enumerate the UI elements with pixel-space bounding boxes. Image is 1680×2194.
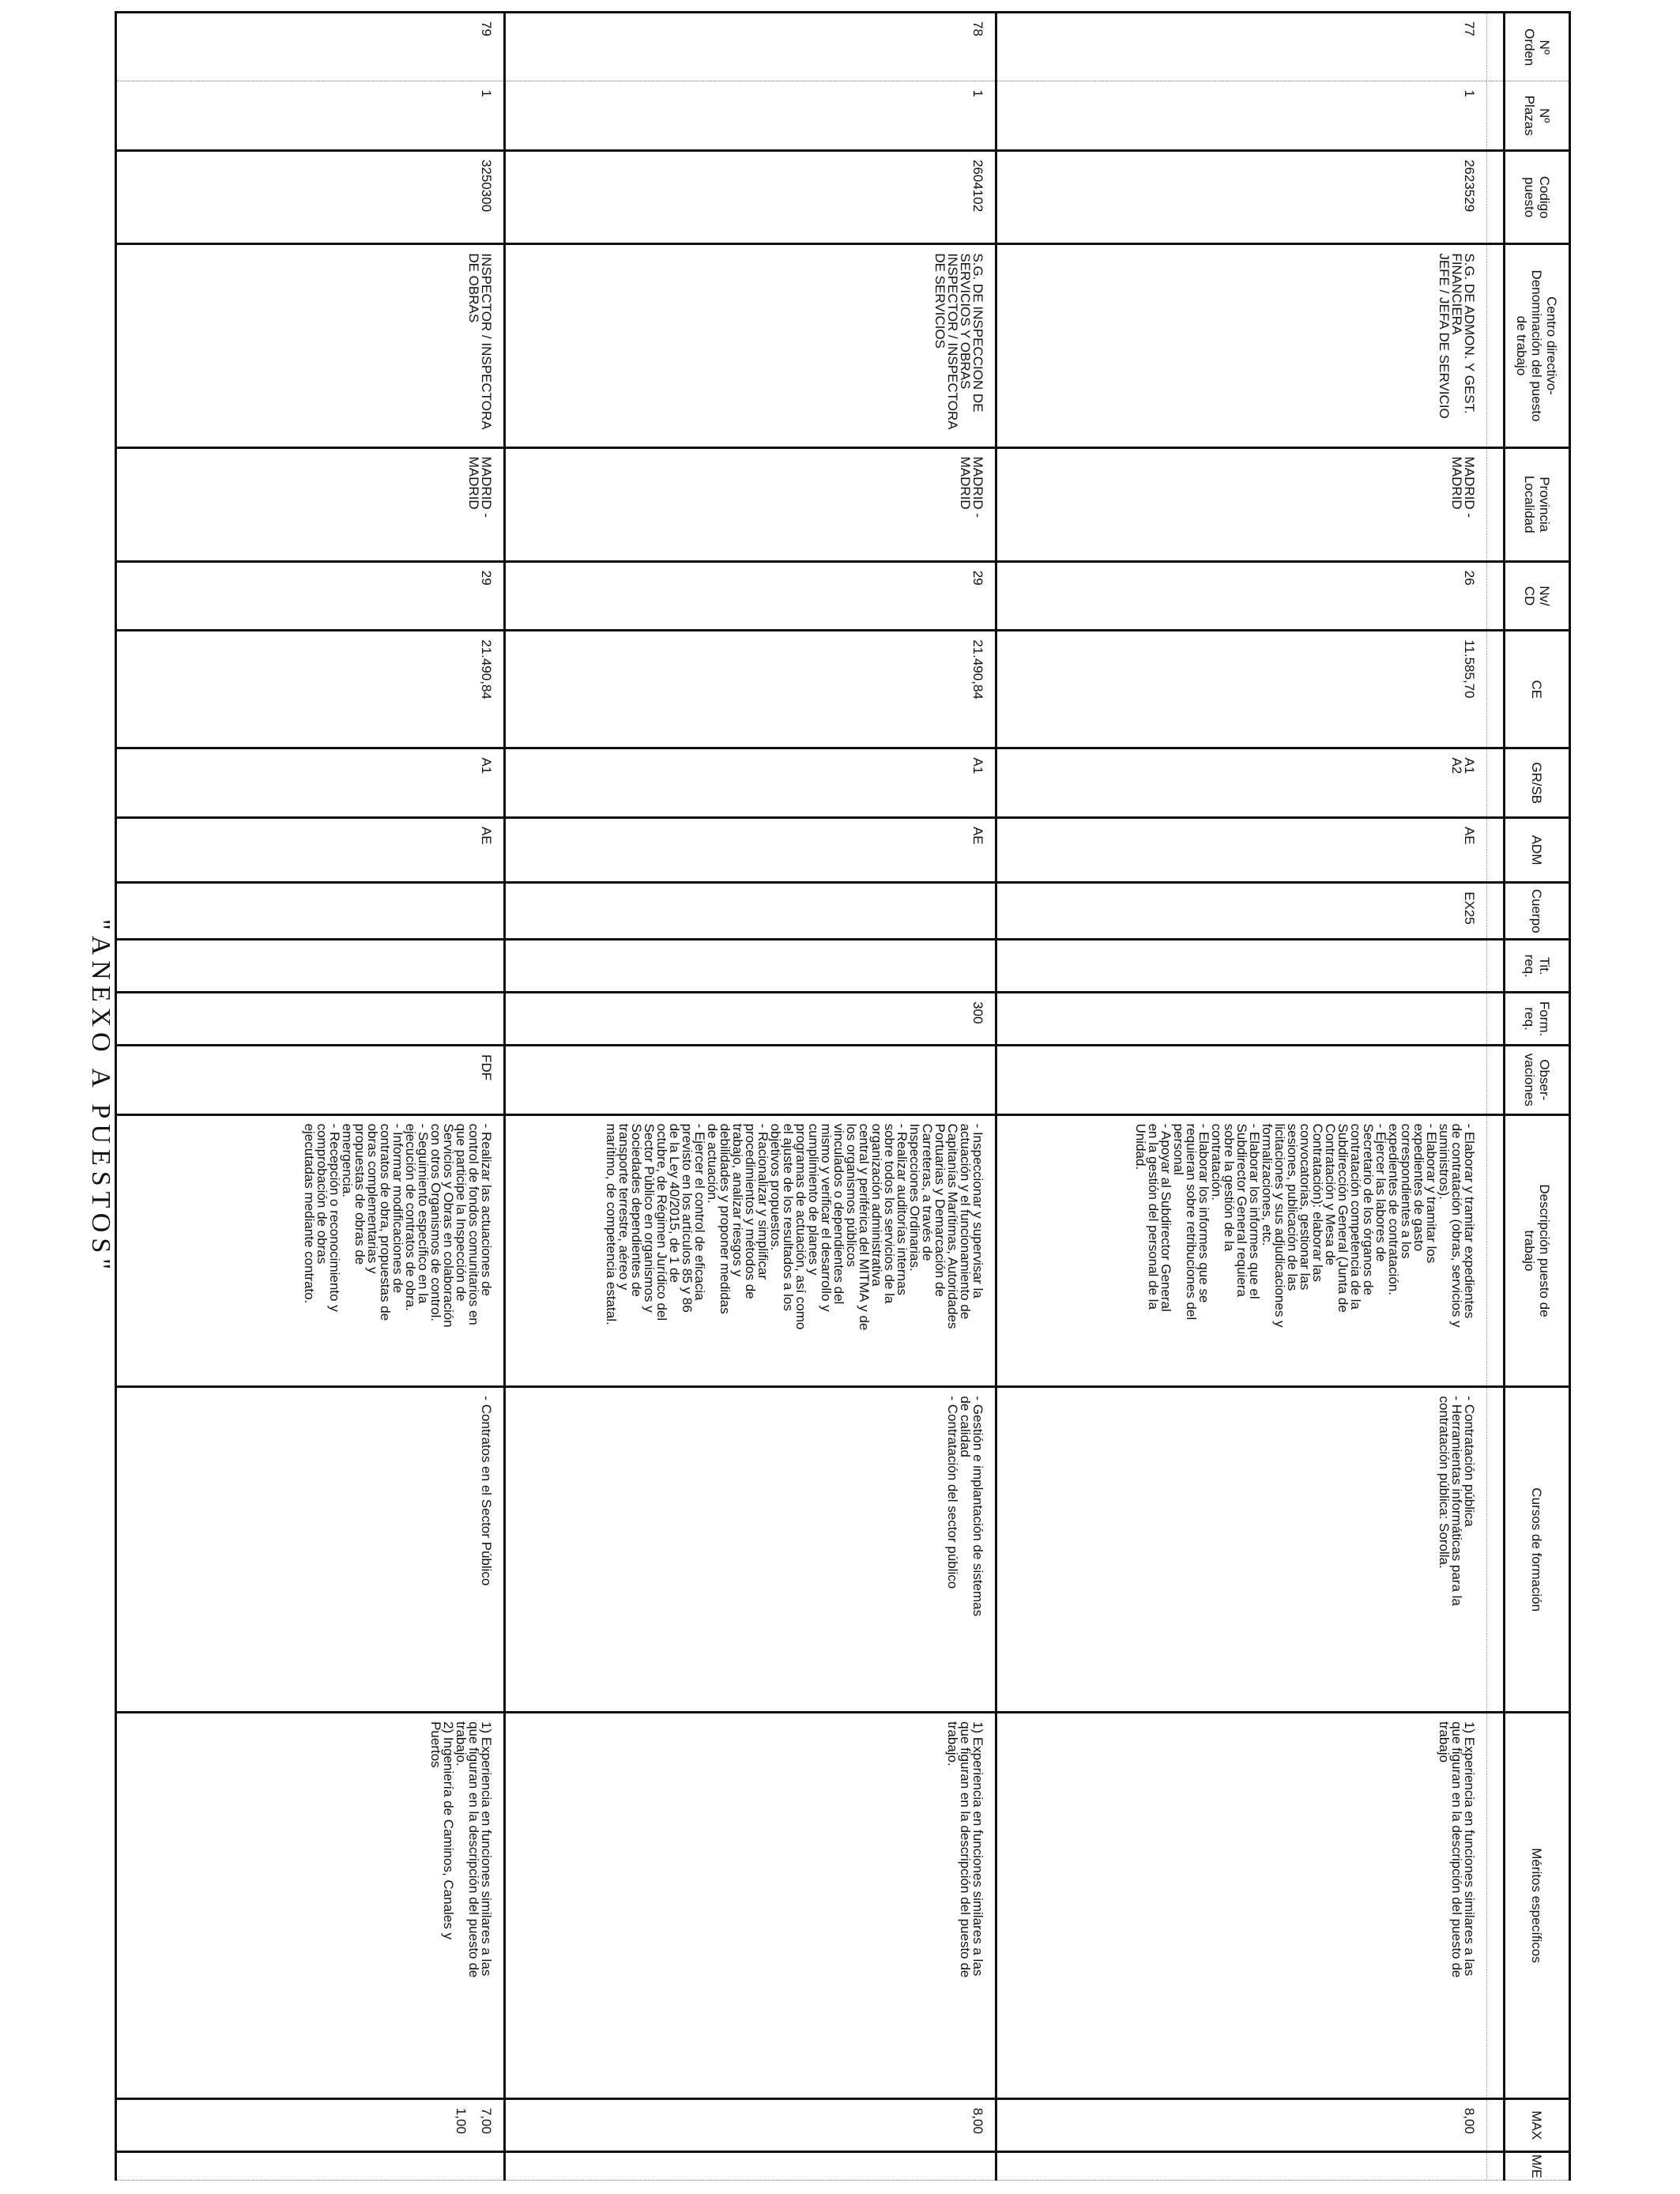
cell-orden: 79	[116, 13, 505, 81]
header-adm: ADM	[1505, 817, 1570, 882]
header-obs: Obser- vaciones	[1505, 1046, 1570, 1114]
cell-nivel: 29	[116, 561, 505, 630]
cell-provincia: MADRID - MADRID	[116, 447, 505, 561]
cell-cuerpo: EX25	[996, 883, 1487, 940]
cell-cuerpo	[116, 883, 505, 940]
cell-adm: AE	[996, 817, 1487, 882]
header-cuerpo: Cuerpo	[1505, 883, 1570, 940]
cell-plazas: 1	[996, 81, 1487, 150]
cell-ce: 21.490,84	[505, 631, 996, 748]
header-grsb: GR/SB	[1505, 748, 1570, 817]
header-plazas: Nº Plazas	[1505, 81, 1570, 150]
cell-nivel: 29	[505, 561, 996, 630]
cell-max: 8,00	[505, 2098, 996, 2151]
cell-adm: AE	[505, 817, 996, 882]
cell-max: 8,00	[996, 2098, 1487, 2151]
cell-provincia: MADRID - MADRID	[996, 447, 1487, 561]
cell-centro: INSPECTOR / INSPECTORA DE OBRAS	[116, 244, 505, 447]
cell-obs	[996, 1046, 1487, 1114]
header-descripcion: Descripción puesto de trabajo	[1505, 1114, 1570, 1387]
cell-cursos: - Contratos en el Sector Público	[116, 1387, 505, 1713]
cell-form	[116, 993, 505, 1046]
table-row	[996, 13, 1487, 2181]
cell-tit	[505, 940, 996, 993]
header-max: MAX	[1505, 2098, 1570, 2151]
header-ce: CE	[1505, 631, 1570, 748]
anexo-puestos-table	[115, 11, 1571, 2181]
header-me: M/E	[1505, 2151, 1570, 2180]
cell-tit	[116, 940, 505, 993]
cell-grsb: A1	[116, 748, 505, 817]
cell-codigo: 2604102	[505, 150, 996, 243]
cell-meritos: 1) Experiencia en funciones similares a las que figuran en la descripción del puesto de trabajo. 2) Ingeniería de Caminos, Canales y Puertos	[116, 1713, 505, 2099]
cell-tit	[996, 940, 1487, 993]
cell-plazas: 1	[116, 81, 505, 150]
page-title: "ANEXO A PUESTOS"	[86, 918, 115, 1276]
table-row	[116, 13, 505, 2181]
cell-adm: AE	[116, 817, 505, 882]
cell-grsb: A1 A2	[996, 748, 1487, 817]
header-provincia: Provincia Localidad	[1505, 447, 1570, 561]
cell-plazas: 1	[505, 81, 996, 150]
header-spacer-row	[1487, 13, 1505, 2181]
cell-max: 7,00 1,00	[116, 2098, 505, 2151]
table-header-row	[1505, 13, 1570, 2181]
cell-meritos: 1) Experiencia en funciones similares a las que figuran en la descripción del puesto de trabajo	[996, 1713, 1487, 2099]
cell-descripcion: - Elaborar y tramitar expedientes de contratación (obras, servicios y suministros). - Elaborar y tramitar los expedientes de gasto correspondientes a los expedientes de contratación. - Ejercer las labores de Secretario de los órganos de contratación competencia de la Subdirección General (Junta de Contratación y Mesa de Contratación): elaborar las convocatorias, gestionar las sesiones, publicación de las licitaciones y sus adjudicaciones y formalizaciones, etc. - Elaborar los informes que el Subdirector General requiera sobre la gestión de la contratación. - Elaborar los informes que se requieran sobre retribuciones del personal - Apoyar al Subdirector General en la gestión del personal de la Unidad.	[996, 1114, 1487, 1387]
cell-cursos: - Contratación pública - Herramientas informáticas para la contratación pública: Sorolla.	[996, 1387, 1487, 1713]
cell-me	[116, 2151, 505, 2180]
cell-obs: FDF	[116, 1046, 505, 1114]
header-orden: Nº Orden	[1505, 13, 1570, 81]
header-codigo: Codigo puesto	[1505, 150, 1570, 243]
cell-centro: S.G. DE ADMON. Y GEST. FINANCIERA JEFE / JEFA DE SERVICIO	[996, 244, 1487, 447]
cell-codigo: 2623529	[996, 150, 1487, 243]
table-row	[505, 13, 996, 2181]
header-form: Form. req.	[1505, 993, 1570, 1046]
header-centro: Centro directivo- Denominación del puesto de trabajo	[1505, 244, 1570, 447]
header-nivel: Nv/ CD	[1505, 561, 1570, 630]
cell-obs	[505, 1046, 996, 1114]
cell-ce: 21.490,84	[116, 631, 505, 748]
cell-cuerpo	[505, 883, 996, 940]
cell-form	[996, 993, 1487, 1046]
header-tit: Tit. req.	[1505, 940, 1570, 993]
header-meritos: Méritos específicos	[1505, 1713, 1570, 2099]
cell-orden: 77	[996, 13, 1487, 81]
cell-me	[996, 2151, 1487, 2180]
cell-cursos: - Gestión e implantación de sistemas de calidad - Contratación del sector público	[505, 1387, 996, 1713]
cell-descripcion: - Inspeccionar y supervisar la actuación y el funcionamiento de Capitanías Marítimas, Autoridades Portuarias y Demarcación de Carreteras, a través de Inspecciones Ordinarias. - Realizar auditorías internas sobre todos los servicios de la organización administrativa central y periférica del MITMA y de los organismos públicos vinculados o dependientes del mismo y verificar el desarrollo y cumplimiento de planes y programas de actuación, así como el ajuste de los resultados a los objetivos propuestos. - Racionalizar y simplificar procedimientos y métodos de trabajo, analizar riesgos y debilidades y proponer medidas de actuación. - Ejercer el control de eficacia previsto en los artículos 85 y 86 de la Ley 40/2015, de 1 de octubre, de Régimen Jurídico del Sector Público en organismos y Sociedades dependientes de transporte terrestre, aéreo y marítimo, de competencia estatal.	[505, 1114, 996, 1387]
cell-orden: 78	[505, 13, 996, 81]
cell-centro: S.G. DE INSPECCION DE SERVICIOS Y OBRAS INSPECTOR / INSPECTORA DE SERVICIOS	[505, 244, 996, 447]
cell-meritos: 1) Experiencia en funciones similares a las que figuran en la descripción del puesto de trabajo.	[505, 1713, 996, 2099]
cell-codigo: 3250300	[116, 150, 505, 243]
cell-nivel: 26	[996, 561, 1487, 630]
header-cursos: Cursos de formación	[1505, 1387, 1570, 1713]
cell-descripcion: - Realizar las actuaciones de control de fondos comunitarios en que participe la Inspección de Servicios y Obras en colaboración con otros Organismos de control. - Seguimiento específico en la ejecución de contratos de obra. - Informar modificaciones de contratos de obra, propuestas de obras complementarias y propuestas de obras de emergencia. - Recepción o reconocimiento y comprobación de obras ejecutadas mediante contrato.	[116, 1114, 505, 1387]
cell-ce: 11.585,70	[996, 631, 1487, 748]
cell-grsb: A1	[505, 748, 996, 817]
cell-me	[505, 2151, 996, 2180]
cell-form: 300	[505, 993, 996, 1046]
cell-provincia: MADRID - MADRID	[505, 447, 996, 561]
